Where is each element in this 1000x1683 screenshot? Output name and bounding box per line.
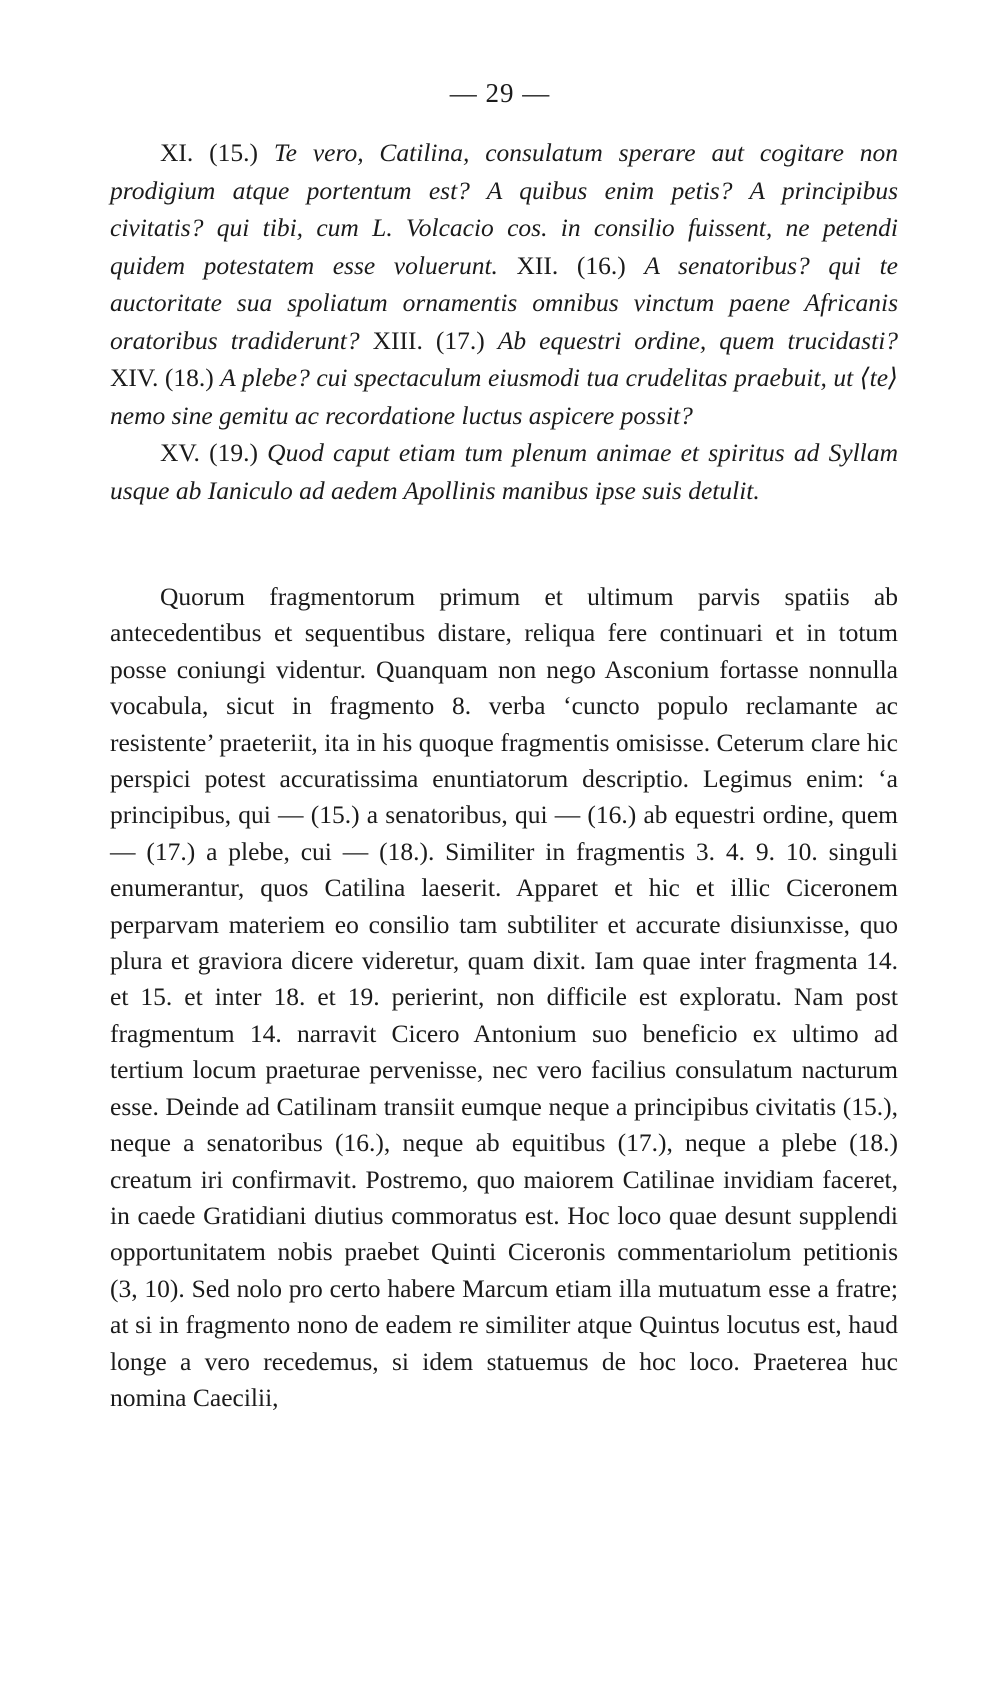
fragment-text: A plebe? cui spectaculum eiusmodi tua crudelitas praebuit, ut ⟨te⟩ nemo sine gemitu ac recordatione luctus aspicere possit? — [110, 363, 898, 430]
fragment-text: Te vero, Catilina, consulatum sperare aut cogitare non prodigium atque portentum est? A quibus enim petis? A principibus civitatis? qui tibi, cum L. Volcacio cos. in consilio fuissent, ne petendi quidem potestatem esse voluerunt. — [110, 138, 898, 280]
fragment-text: A senatoribus? qui te auctoritate sua spoliatum ornamentis omnibus vinctum paene Africanis oratoribus tradiderunt? — [110, 250, 898, 355]
commentary-section — [110, 579, 898, 1416]
fragment-paragraph-2 — [110, 434, 898, 509]
fragment-paragraph-1 — [110, 134, 898, 434]
fragment-text: Quod caput etiam tum plenum animae et spiritus ad Syllam usque ab Ianiculo ad aedem Apollinis manibus ipse suis detulit. — [110, 438, 898, 505]
commentary-paragraph: Quorum fragmentorum primum et ultimum parvis spatiis ab antecedentibus et sequentibus distare, reliqua fere continuari et in totum posse coniungi videntur. Quanquam non nego Asconium fortasse nonnulla vocabula, sicut in fragmento 8. verba ‘cuncto populo reclamante ac resistente’ praeteriit, ita in his quoque fragmentis omisisse. Ceterum clare hic perspici potest accuratissima enuntiatorum descriptio. Legimus enim: ‘a principibus, qui — (15.) a senatoribus, qui — (16.) ab equestri ordine, quem — (17.) a plebe, cui — (18.). Similiter in fragmentis 3. 4. 9. 10. singuli enumerantur, quos Catilina laeserit. Apparet et hic et illic Ciceronem perparvam materiem eo consilio tam subtiliter et accurate disiunxisse, quo plura et graviora dicere videretur, quam dixit. Iam quae inter fragmenta 14. et 15. et inter 18. et 19. perierint, non difficile est exploratu. Nam post fragmentum 14. narravit Cicero Antonium suo beneficio ex ultimo ad tertium locum praeturae pervenisse, nec vero facilius consulatum nacturum esse. Deinde ad Catilinam transiit eumque neque a principibus civitatis (15.), neque a senatoribus (16.), neque ab equitibus (17.), neque a plebe (18.) creatum iri confirmavit. Postremo, quo maiorem Catilinae invidiam faceret, in caede Gratidiani diutius commoratus est. Hoc loco quae desunt supplendi opportunitatem nobis praebet Quinti Ciceronis commentariolum petitionis (3, 10). Sed nolo pro certo habere Marcum etiam illa mutuatum esse a fratre; at si in fragmento nono de eadem re similiter atque Quintus locutus est, haud longe a vero recedemus, si idem statuemus de hoc loco. Praeterea huc nomina Caecilii, — [110, 582, 898, 1412]
fragment-text: Ab equestri ordine, quem trucidasti? — [497, 325, 899, 355]
fragment-number: XII. (16.) — [516, 250, 626, 280]
fragment-number: XIV. (18.) — [110, 363, 214, 392]
page-number: — 29 — — [449, 78, 551, 108]
fragment-number: XV. (19.) — [160, 438, 258, 467]
fragment-number: XIII. (17.) — [372, 325, 485, 355]
fragment-number: XI. (15.) — [160, 138, 258, 167]
fragments-section — [110, 134, 898, 509]
